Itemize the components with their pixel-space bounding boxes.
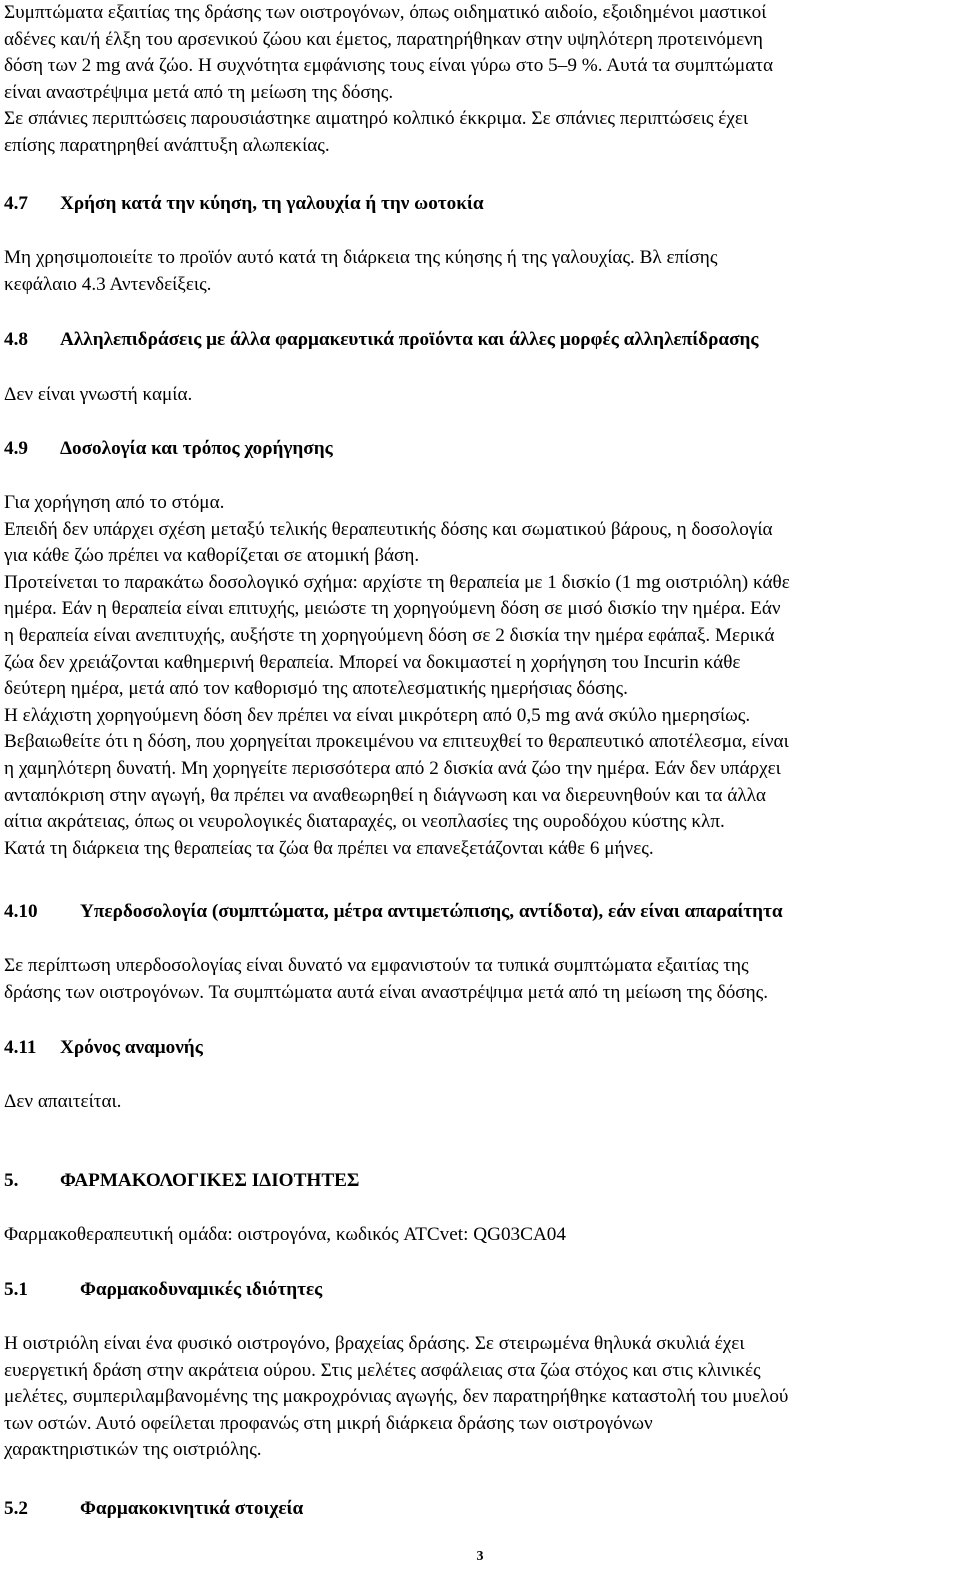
body-line: των οστών. Αυτό οφείλεται προφανώς στη μικρή διάρκεια δράσης των οιστρογόνων: [4, 1412, 653, 1434]
section-4-8-heading: [4, 327, 956, 354]
section-4-10-heading: [4, 899, 956, 926]
section-number: 4.10: [4, 901, 38, 922]
body-line: ημέρα. Εάν η θεραπεία είναι επιτυχής, μειώστε τη χορηγούμενη δόση σε μισό δισκίο την ημέρα. Εάν: [4, 598, 781, 620]
section-4-7-body: [4, 245, 956, 298]
body-line: δράσης των οιστρογόνων. Τα συμπτώματα αυτά είναι αναστρέψιμα μετά από τη μείωση της δόσης.: [4, 981, 769, 1003]
section-title: Φαρμακοκινητικά στοιχεία: [80, 1498, 304, 1519]
body-line: Φαρμακοθεραπευτική ομάδα: οιστρογόνα, κωδικός ATCvet: QG03CA04: [4, 1224, 566, 1245]
section-number: 5.1: [4, 1279, 28, 1300]
body-line: η χαμηλότερη δυνατή. Μη χορηγείτε περισσότερα από 2 δισκία ανά ζώο την ημέρα. Εάν δεν υπάρχει: [4, 757, 781, 779]
intro-line-5: Σε σπάνιες περιπτώσεις παρουσιάστηκε αιματηρό κολπικό έκκριμα. Σε σπάνιες περιπτώσεις έχει: [4, 108, 749, 130]
section-number: 4.7: [4, 193, 28, 214]
intro-line-3: δόση των 2 mg ανά ζώο. Η συχνότητα εμφάνισης τους είναι γύρω στο 5–9 %. Αυτά τα συμπτώματα: [4, 55, 774, 77]
intro-line-1: Συμπτώματα εξαιτίας της δράσης των οιστρογόνων, όπως οιδηματικό αιδοίο, εξοιδημένοι μαστικοί: [4, 2, 767, 23]
section-5-1-heading: [4, 1277, 956, 1304]
section-number: 5.2: [4, 1498, 28, 1519]
body-line: αίτια ακράτειας, όπως οι νευρολογικές διαταραχές, οι νεοπλασίες της ουροδόχου κύστης κλπ.: [4, 811, 725, 833]
body-line: Επειδή δεν υπάρχει σχέση μεταξύ τελικής θεραπευτικής δόσης και σωματικού βάρους, η δοσολογία: [4, 518, 773, 540]
section-number: 4.9: [4, 438, 28, 459]
page-number: 3: [476, 1549, 484, 1564]
section-title: Φαρμακοδυναμικές ιδιότητες: [80, 1279, 323, 1300]
body-line: Μη χρησιμοποιείτε το προϊόν αυτό κατά τη διάρκεια της κύησης ή της γαλουχίας. Βλ επίσης: [4, 247, 718, 268]
body-line: δεύτερη ημέρα, μετά από τον καθορισμό της αποτελεσματικής ημερήσιας δόσης.: [4, 678, 628, 700]
section-4-10-body: [4, 953, 956, 1006]
body-line: Η ελάχιστη χορηγούμενη δόση δεν πρέπει να είναι μικρότερη από 0,5 mg ανά σκύλο ημερησίως.: [4, 704, 751, 726]
body-line: Προτείνεται το παρακάτω δοσολογικό σχήμα: αρχίστε τη θεραπεία με 1 δισκίο (1 mg οιστριόλη) κάθε: [4, 571, 790, 593]
body-line: ευεργετική δράση στην ακράτεια ούρου. Στις μελέτες ασφάλειας στα ζώα στόχος και στις κλινικές: [4, 1359, 761, 1381]
section-5-body: [4, 1222, 956, 1249]
body-line: χαρακτηριστικών της οιστριόλης.: [4, 1439, 262, 1461]
body-line: ζώα δεν χρειάζονται καθημερινή θεραπεία. Μπορεί να δοκιμαστεί η χορήγηση του Incurin κάθε: [4, 651, 741, 673]
section-4-8-body: [4, 382, 956, 409]
section-title: Δοσολογία και τρόπος χορήγησης: [60, 438, 333, 459]
intro-line-6: επίσης παρατηρηθεί ανάπτυξη αλωπεκίας.: [4, 134, 330, 156]
body-line: Η οιστριόλη είναι ένα φυσικό οιστρογόνο, βραχείας δράσης. Σε στειρωμένα θηλυκά σκυλιά έχει: [4, 1333, 745, 1354]
body-line: η θεραπεία είναι ανεπιτυχής, αυξήστε τη χορηγούμενη δόση σε 2 δισκία την ημέρα εφάπαξ. Μερικά: [4, 624, 775, 646]
section-4-11-heading: [4, 1035, 956, 1062]
intro-line-4: είναι αναστρέψιμα μετά από τη μείωση της δόσης.: [4, 81, 394, 103]
intro-paragraph: [4, 0, 956, 160]
body-line: Δεν απαιτείται.: [4, 1091, 122, 1112]
section-number: 4.8: [4, 329, 28, 350]
section-number: 5.: [4, 1170, 19, 1191]
section-5-2-heading: [4, 1496, 956, 1523]
section-5-heading: [4, 1168, 956, 1195]
section-4-9-heading: [4, 436, 956, 463]
body-line: μελέτες, συμπεριλαμβανομένης της μακροχρόνιας αγωγής, δεν παρατηρήθηκε καταστολή του μυελού: [4, 1386, 789, 1408]
section-title: Υπερδοσολογία (συμπτώματα, μέτρα αντιμετώπισης, αντίδοτα), εάν είναι απαραίτητα: [80, 901, 783, 922]
section-4-9-body: [4, 490, 956, 862]
body-line: Βεβαιωθείτε ότι η δόση, που χορηγείται προκειμένου να επιτευχθεί το θεραπευτικό αποτέλεσμα, είναι: [4, 731, 789, 753]
body-line: Κατά τη διάρκεια της θεραπείας τα ζώα θα πρέπει να επανεξετάζονται κάθε 6 μήνες.: [4, 837, 654, 859]
body-line: Για χορήγηση από το στόμα.: [4, 492, 225, 513]
section-title: Χρήση κατά την κύηση, τη γαλουχία ή την ωοτοκία: [60, 193, 484, 214]
section-title: Αλληλεπιδράσεις με άλλα φαρμακευτικά προϊόντα και άλλες μορφές αλληλεπίδρασης: [60, 329, 759, 350]
section-number: 4.11: [4, 1037, 37, 1058]
section-title: Χρόνος αναμονής: [60, 1037, 203, 1058]
section-4-7-heading: [4, 191, 956, 218]
body-line: Σε περίπτωση υπερδοσολογίας είναι δυνατό να εμφανιστούν τα τυπικά συμπτώματα εξαιτίας της: [4, 955, 749, 976]
body-line: για κάθε ζώο πρέπει να καθορίζεται σε ατομική βάση.: [4, 545, 420, 567]
body-line: Δεν είναι γνωστή καμία.: [4, 384, 193, 405]
body-line: ανταπόκριση στην αγωγή, θα πρέπει να αναθεωρηθεί η διάγνωση και να διερευνηθούν και τα άλλα: [4, 784, 766, 806]
intro-line-2: αδένες και/ή έλξη του αρσενικού ζώου και έμετος, παρατηρήθηκαν στην υψηλότερη προτεινόμενη: [4, 28, 763, 50]
section-4-11-body: [4, 1089, 956, 1116]
section-title: ΦΑΡΜΑΚΟΛΟΓΙΚΕΣ ΙΔΙΟΤΗΤΕΣ: [60, 1170, 360, 1191]
section-5-1-body: [4, 1331, 956, 1464]
body-line: κεφάλαιο 4.3 Αντενδείξεις.: [4, 273, 212, 295]
